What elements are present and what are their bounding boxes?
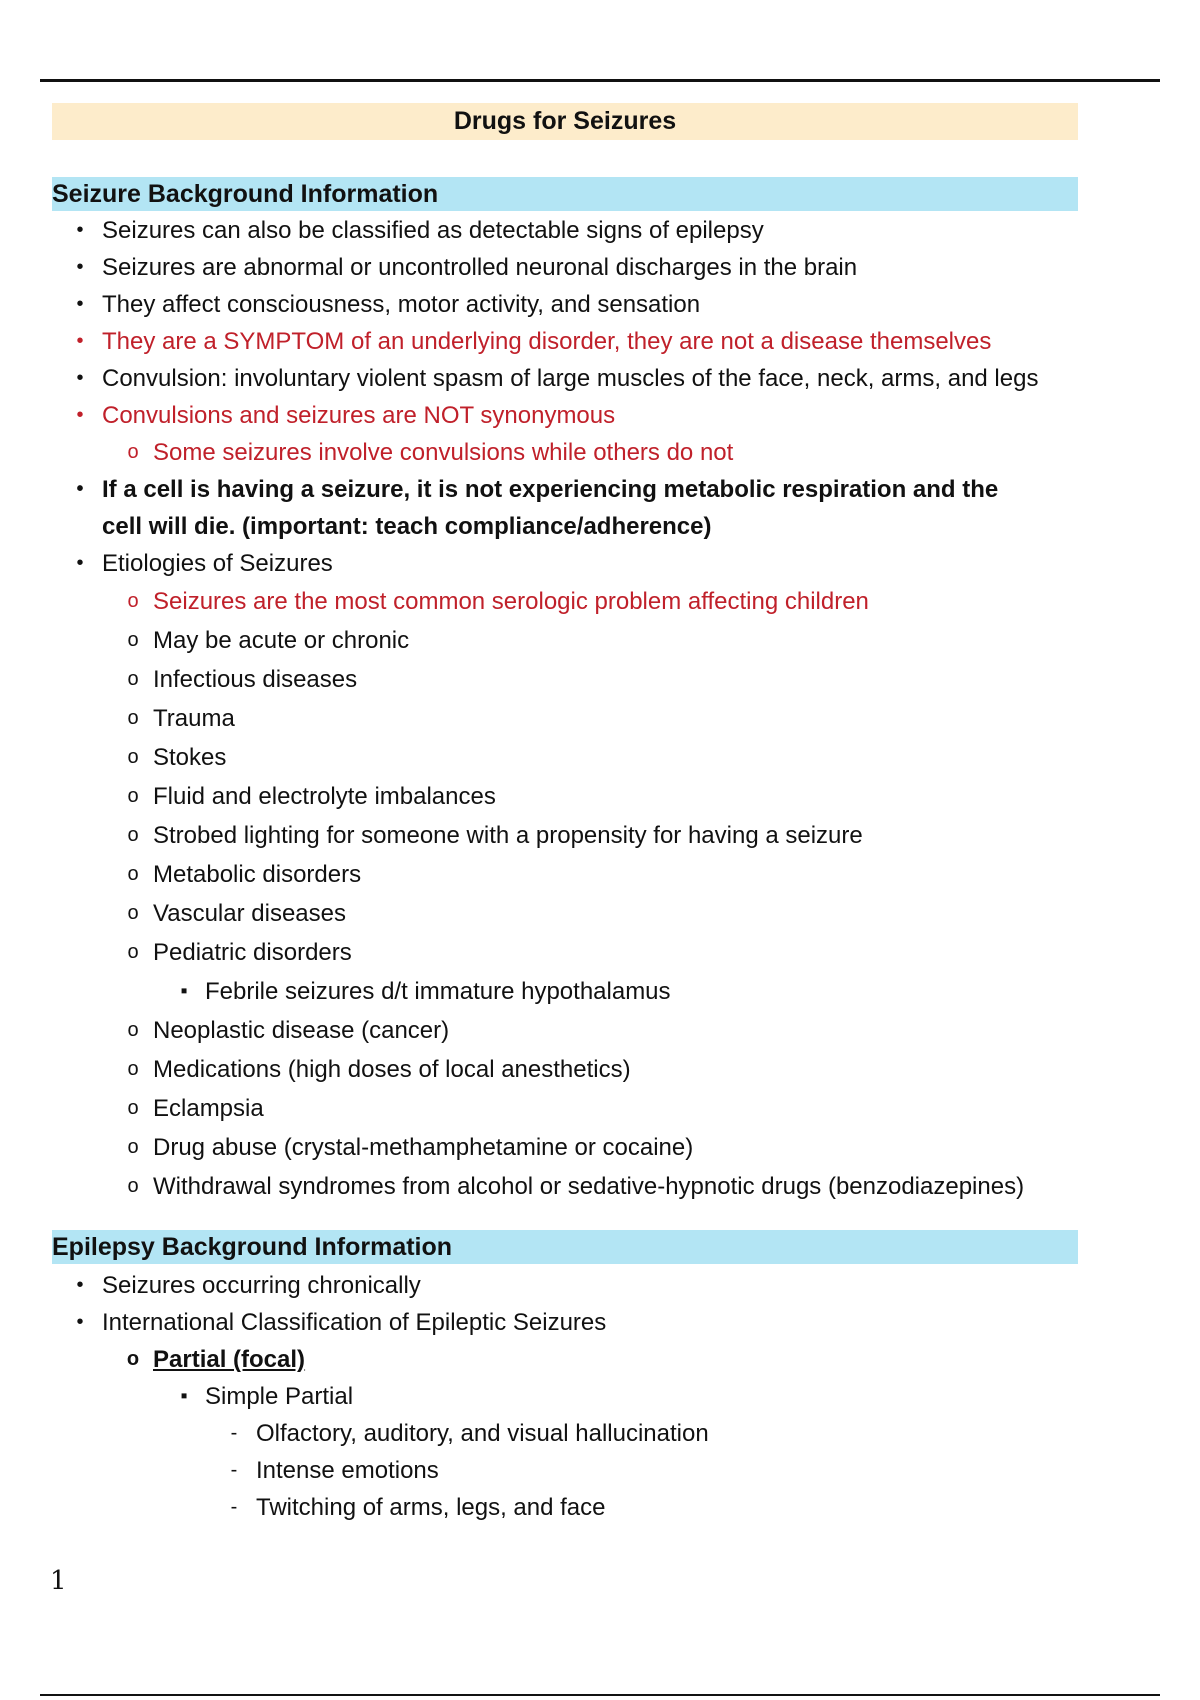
list-item-text: Infectious diseases	[153, 666, 358, 693]
hollow-bullet-icon: o	[127, 941, 139, 963]
list-item-text: Convulsions and seizures are NOT synonymous	[102, 402, 616, 429]
hollow-bullet-icon: o	[127, 707, 139, 729]
list-item	[0, 1489, 1160, 1526]
list-item-text: Vascular diseases	[153, 900, 346, 927]
list-item	[0, 738, 1160, 777]
list-item-text: Drug abuse (crystal-methamphetamine or cocaine)	[153, 1134, 694, 1161]
bullet-icon: •	[76, 552, 84, 574]
bullet-icon: •	[76, 219, 84, 241]
list-item-text: Pediatric disorders	[153, 939, 352, 966]
section-heading-epilepsy-background: Epilepsy Background Information	[52, 1230, 1078, 1264]
bullet-icon: •	[76, 293, 84, 315]
list-item-text: Neoplastic disease (cancer)	[153, 1017, 450, 1044]
page-number: 1	[50, 1566, 67, 1596]
bullet-icon: •	[76, 1274, 84, 1296]
list-item-text: Seizures occurring chronically	[102, 1272, 421, 1299]
list-item-text: Olfactory, auditory, and visual hallucination	[256, 1420, 709, 1447]
list-item	[0, 1267, 1160, 1304]
list-item-text: Stokes	[153, 744, 227, 771]
hollow-bullet-icon: o	[127, 785, 139, 807]
hollow-bullet-icon: o	[127, 1175, 139, 1197]
hollow-bullet-icon: o	[127, 629, 139, 651]
list-item-text: Eclampsia	[153, 1095, 264, 1122]
bullet-icon: •	[76, 256, 84, 278]
list-item-text: Partial (focal)	[153, 1346, 306, 1373]
bullet-icon: •	[76, 478, 84, 500]
list-item	[0, 699, 1160, 738]
square-bullet-icon: ▪	[180, 1385, 188, 1407]
list-item-text: Simple Partial	[205, 1383, 354, 1410]
hollow-bullet-icon: o	[127, 902, 139, 924]
list-item-text: Seizures are the most common serologic problem affecting children	[153, 588, 869, 615]
list-item	[0, 972, 1160, 1011]
list-item-text: Trauma	[153, 705, 235, 732]
epilepsy-background-list	[0, 1267, 1160, 1526]
list-item	[0, 894, 1160, 933]
list-item-text: They affect consciousness, motor activity, and sensation	[102, 291, 701, 318]
dash-bullet-icon: -	[230, 1459, 238, 1481]
hollow-bullet-icon: o	[127, 1136, 139, 1158]
hollow-bullet-icon: o	[127, 746, 139, 768]
list-item	[0, 933, 1160, 972]
dash-bullet-icon: -	[230, 1496, 238, 1518]
list-item	[0, 212, 1160, 249]
list-item-text: Some seizures involve convulsions while others do not	[153, 439, 734, 466]
list-item-text: Seizures are abnormal or uncontrolled neuronal discharges in the brain	[102, 254, 858, 281]
hollow-bullet-icon: o	[127, 1019, 139, 1041]
list-item-text: They are a SYMPTOM of an underlying disorder, they are not a disease themselves	[102, 328, 992, 355]
list-item-text: Strobed lighting for someone with a propensity for having a seizure	[153, 822, 863, 849]
hollow-bullet-icon: o	[127, 1097, 139, 1119]
hollow-bullet-icon: o	[126, 1348, 140, 1370]
hollow-bullet-icon: o	[127, 441, 139, 463]
list-item-text: International Classification of Epileptic Seizures	[102, 1309, 607, 1336]
hollow-bullet-icon: o	[127, 1058, 139, 1080]
list-item	[0, 1167, 1160, 1206]
list-item-text: Convulsion: involuntary violent spasm of large muscles of the face, neck, arms, and legs	[102, 365, 1039, 392]
list-item	[0, 816, 1160, 855]
list-item	[0, 1452, 1160, 1489]
list-item-text: Fluid and electrolyte imbalances	[153, 783, 496, 810]
hollow-bullet-icon: o	[127, 668, 139, 690]
list-item	[0, 855, 1160, 894]
seizure-background-list	[0, 212, 1160, 1206]
bullet-icon: •	[76, 1311, 84, 1333]
list-item-text: Seizures can also be classified as detectable signs of epilepsy	[102, 217, 764, 244]
hollow-bullet-icon: o	[127, 590, 139, 612]
list-item-text: Medications (high doses of local anesthetics)	[153, 1056, 631, 1083]
list-item	[0, 1378, 1160, 1415]
bullet-icon: •	[76, 404, 84, 426]
square-bullet-icon: ▪	[180, 980, 188, 1002]
list-item-text: Metabolic disorders	[153, 861, 362, 888]
document-title: Drugs for Seizures	[52, 103, 1078, 140]
bullet-icon: •	[76, 330, 84, 352]
list-item	[0, 1415, 1160, 1452]
list-item	[0, 323, 1160, 360]
list-item	[0, 582, 1160, 621]
list-item	[0, 1050, 1160, 1089]
header-rule	[40, 79, 1160, 82]
list-item	[0, 660, 1160, 699]
list-item	[0, 545, 1160, 582]
hollow-bullet-icon: o	[127, 863, 139, 885]
list-item	[0, 777, 1160, 816]
list-item-text: If a cell is having a seizure, it is not experiencing metabolic respiration and the cell will die. (important: teach compliance/adherence)	[102, 476, 999, 540]
bullet-icon: •	[76, 367, 84, 389]
list-item-text: Febrile seizures d/t immature hypothalamus	[205, 978, 671, 1005]
list-item	[0, 1128, 1160, 1167]
list-item	[0, 434, 1160, 471]
list-item	[0, 1304, 1160, 1341]
section-heading-seizure-background: Seizure Background Information	[52, 177, 1078, 211]
list-item	[0, 249, 1160, 286]
hollow-bullet-icon: o	[127, 824, 139, 846]
list-item	[0, 1089, 1160, 1128]
list-item-text: Twitching of arms, legs, and face	[256, 1494, 606, 1521]
list-item-text: Withdrawal syndromes from alcohol or sedative-hypnotic drugs (benzodiazepines)	[153, 1173, 1025, 1200]
list-item	[0, 471, 1160, 545]
list-item	[0, 397, 1160, 434]
list-item-text: Intense emotions	[256, 1457, 439, 1484]
dash-bullet-icon: -	[230, 1422, 238, 1444]
list-item-text: May be acute or chronic	[153, 627, 410, 654]
list-item	[0, 1341, 1160, 1378]
list-item	[0, 621, 1160, 660]
footer-rule	[40, 1694, 1160, 1696]
list-item	[0, 1011, 1160, 1050]
list-item	[0, 286, 1160, 323]
list-item-text: Etiologies of Seizures	[102, 550, 333, 577]
list-item	[0, 360, 1160, 397]
